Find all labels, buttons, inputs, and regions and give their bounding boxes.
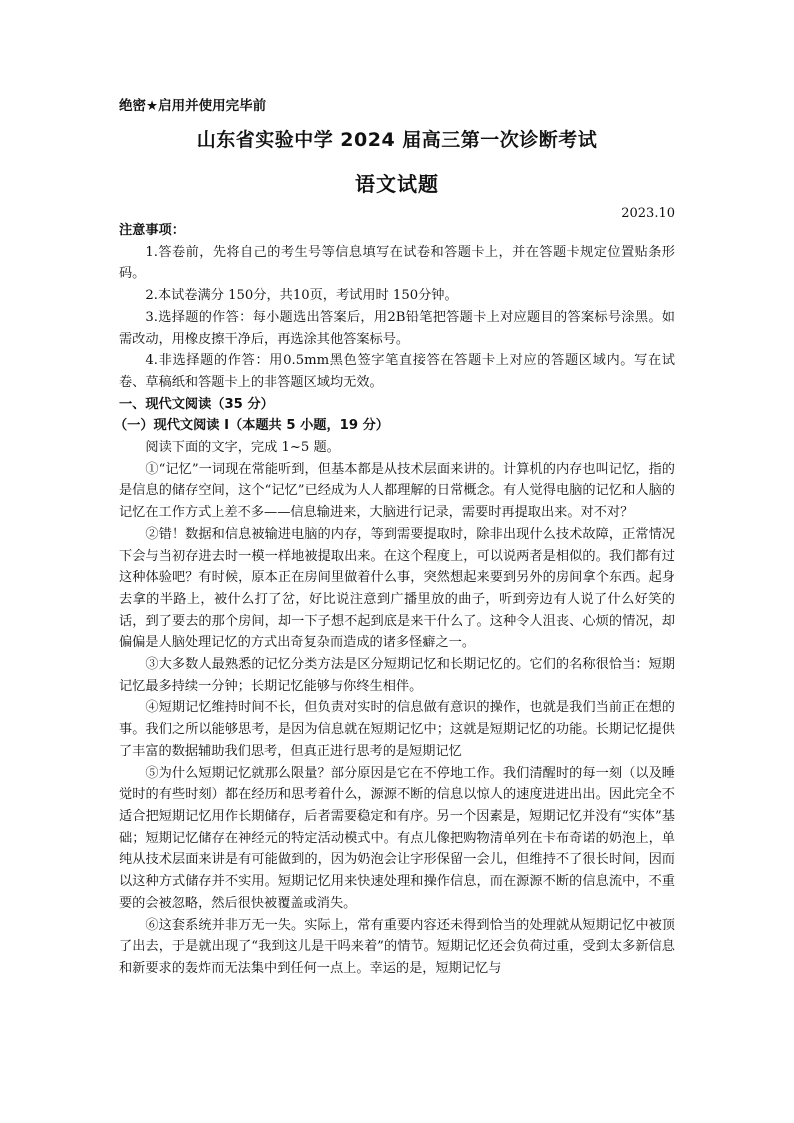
passage-paragraph: ③大多数人最熟悉的记忆分类方法是区分短期记忆和长期记忆的。它们的名称很恰当：短期记忆最多持续一分钟；长期记忆能够与你终生相伴。	[119, 657, 675, 694]
passage-paragraph: ⑤为什么短期记忆就那么限量？部分原因是它在不停地工作。我们清醒时的每一刻（以及睡觉时的有些时刻）都在经历和思考着什么，源源不断的信息以惊人的速度进进出出。因此完全不适合把短期记忆用作长期储存，后者需要稳定和有序。另一个因素是，短期记忆并没有“实体”基础；短期记忆储存在神经元的特定活动模式中。有点儿像把购物清单列在卡布奇诺的奶泡上，单纯从技术层面来讲是有可能做到的，因为奶泡会让字形保留一会儿，但维持不了很长时间，因而以这种方式储存并不实用。短期记忆用来快速处理和操作信息，而在源源不断的信息流中，不重要的会被忽略，然后很快被覆盖或消失。	[119, 765, 675, 911]
section-heading: 一、现代文阅读（35 分）	[119, 396, 274, 412]
exam-content	[114, 220, 675, 980]
reading-instruction: 阅读下面的文字，完成 1~5 题。	[145, 440, 340, 456]
passage-paragraph: ⑥这套系统并非万无一失。实际上，常有重要内容还未得到恰当的处理就从短期记忆中被顶了出去，于是就出现了“我到这儿是干吗来着”的情节。短期记忆还会负荷过重，受到太多新信息和新要求的轰炸而无法集中到任何一点上。幸运的是，短期记忆与	[119, 917, 675, 976]
exam-title: 山东省实验中学 2024 届高三第一次诊断考试	[196, 129, 598, 151]
passage-paragraph: ①“记忆”一词现在常能听到，但基本都是从技术层面来讲的。计算机的内存也叫记忆，指的是信息的储存空间，这个“记忆”已经成为人人都理解的日常概念。有人觉得电脑的记忆和人脑的记忆在工作方式上差不多——信息输进来，大脑进行记录，需要时再提取出来。对不对？	[119, 461, 675, 521]
subsection-heading: （一）现代文阅读 I（本题共 5 小题，19 分）	[114, 418, 389, 434]
notice-item: 1.答卷前，先将自己的考生号等信息填写在试卷和答题卡上，并在答题卡规定位置贴条形码。	[119, 244, 675, 282]
notice-item: 3.选择题的作答：每小题选出答案后，用2B铅笔把答题卡上对应题目的答案标号涂黑。如需改动，用橡皮擦干净后，再选涂其他答案标号。	[119, 309, 675, 347]
confidential-label: 绝密★启用并使用完毕前	[119, 98, 267, 114]
passage-paragraph: ④短期记忆维持时间不长，但负责对实时的信息做有意识的操作，也就是我们当前正在想的事。我们之所以能够思考，是因为信息就在短期记忆中；这就是短期记忆的功能。长期记忆提供了丰富的数据辅助我们思考，但真正进行思考的是短期记忆	[119, 700, 675, 759]
notice-item: 2.本试卷满分 150分，共10页，考试用时 150分钟。	[145, 288, 458, 304]
exam-date: 2023.10	[621, 206, 675, 221]
notice-item: 4.非选择题的作答：用0.5mm黑色签字笔直接答在答题卡上对应的答题区域内。写在试卷、草稿纸和答题卡上的非答题区域均无效。	[119, 353, 675, 390]
subject-title: 语文试题	[355, 172, 439, 196]
passage-paragraph: ②错！数据和信息被输进电脑的内存，等到需要提取时，除非出现什么技术故障，正常情况下会与当初存进去时一模一样地被提取出来。在这个程度上，可以说两者是相似的。我们都有过这种体验吧？有时候，原本正在房间里做着什么事，突然想起来要到另外的房间拿个东西。起身去拿的半路上，被什么打了岔，好比说注意到广播里放的曲子，听到旁边有人说了什么好笑的话，到了要去的那个房间，却一下子想不起到底是来干什么了。这种令人沮丧、心烦的情况，却偏偏是人脑处理记忆的方式出奇复杂而造成的诸多怪癖之一。	[119, 526, 675, 651]
notice-heading: 注意事项：	[119, 223, 185, 238]
